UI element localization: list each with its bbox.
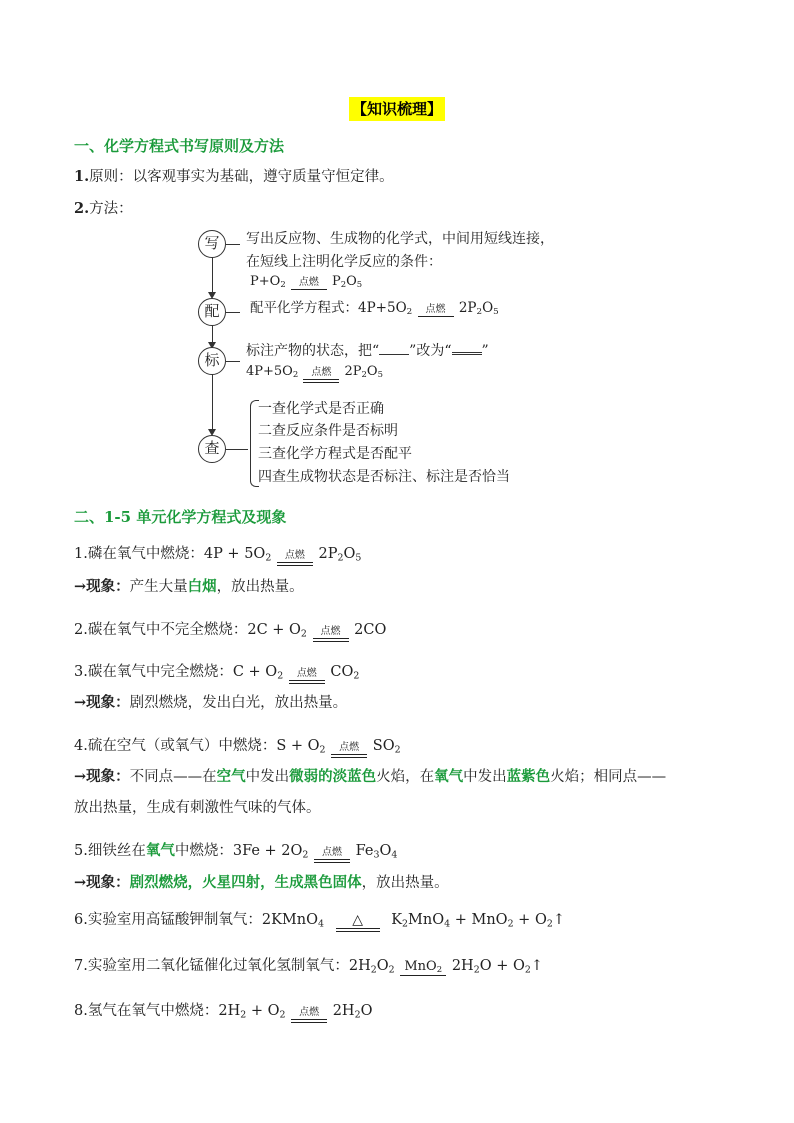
phenomenon-4-line2: 放出热量，生成有刺激性气味的气体。	[74, 800, 321, 816]
write-equation: $P+O_2$ 点燃 $P_2O_5$	[250, 274, 363, 290]
step-mark-circle: 标	[198, 347, 226, 375]
section2-heading: 二、1-5 单元化学方程式及现象	[74, 508, 287, 526]
equation-1: 1.磷在氧气中燃烧：$4P + 5O_2$ 点燃 $2P_2O_5$	[74, 543, 361, 566]
method-line: 2.方法：	[74, 200, 133, 217]
equation-5: 5.细铁丝在氧气中燃烧：$3Fe + 2O_2$ 点燃 $Fe_3O_4$	[74, 840, 397, 863]
phenomenon-1: →现象：产生大量白烟，放出热量。	[74, 578, 304, 595]
equation-8: 8.氢气在氧气中燃烧：$2H_2 + O_2$ 点燃 $2H_2O$	[74, 1000, 372, 1023]
phenomenon-4: →现象：不同点——在空气中发出微弱的淡蓝色火焰，在氧气中发出蓝紫色火焰；相同点——	[74, 768, 667, 785]
knowledge-title: 【知识梳理】	[0, 98, 794, 119]
equation-6: 6.实验室用高锰酸钾制氧气：2KMnO$_4$ △ $K_2MnO_4 + MnO_2$ + $O_2↑$	[74, 909, 565, 932]
mark-equation: $4P+5O_2$ 点燃 $2P_2O_5$	[246, 362, 383, 383]
write-desc-line2: 在短线上注明化学反应的条件：	[246, 254, 442, 270]
check-item-1: 一查化学式是否正确	[258, 401, 384, 417]
mark-desc: 标注产物的状态，把“ ”改为“ ”	[246, 340, 489, 361]
equation-3: 3.碳在氧气中完全燃烧：$C + O_2$ 点燃 $CO_2$	[74, 661, 359, 684]
balance-equation: 配平化学方程式：$4P+5O_2$ 点燃 $2P_2O_5$	[250, 300, 499, 318]
flow-connector	[212, 257, 213, 295]
step-balance-circle: 配	[198, 298, 226, 326]
write-desc-line1: 写出反应物、生成物的化学式，中间用短线连接，	[246, 231, 554, 247]
equation-2: 2.碳在氧气中不完全燃烧：$2C + O_2$ 点燃 2CO	[74, 619, 386, 642]
step-check-circle: 查	[198, 435, 226, 463]
principle-line: 1.原则：以客观事实为基础，遵守质量守恒定律。	[74, 168, 394, 185]
equation-4: 4.硫在空气（或氧气）中燃烧：$S + O_2$ 点燃 $SO_2$	[74, 735, 401, 758]
check-item-3: 三查化学方程式是否配平	[258, 446, 412, 462]
flow-connector	[212, 374, 213, 432]
phenomenon-5: →现象：剧烈燃烧，火星四射，生成黑色固体，放出热量。	[74, 874, 449, 891]
step-write-circle: 写	[198, 230, 226, 258]
phenomenon-3: →现象：剧烈燃烧，发出白光，放出热量。	[74, 694, 348, 711]
section1-heading: 一、化学方程式书写原则及方法	[74, 137, 285, 155]
check-item-2: 二查反应条件是否标明	[258, 423, 398, 439]
equation-7: 7.实验室用二氧化锰催化过氧化氢制氧气：$2H_2O_2$ MnO$_2$ $2H_2O$ + $O_2↑$	[74, 958, 544, 976]
check-item-4: 四查生成物状态是否标注、标注是否恰当	[258, 469, 510, 485]
